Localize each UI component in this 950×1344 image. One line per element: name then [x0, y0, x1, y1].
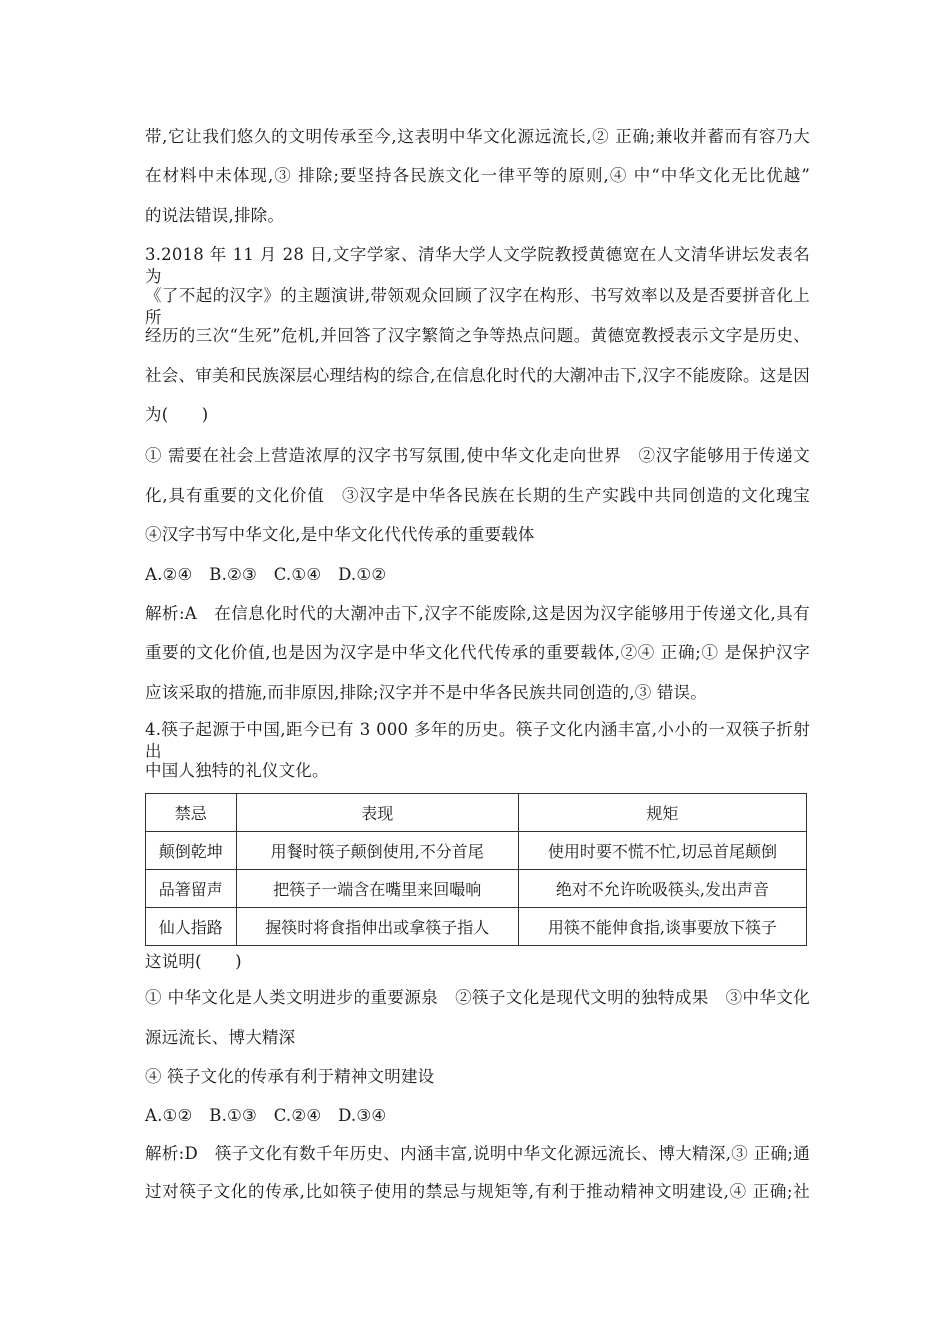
- text-line: ④ 筷子文化的传承有利于精神文明建设: [145, 1067, 435, 1086]
- text-line: 化,具有重要的文化价值 ③汉字是中华各民族在长期的生产实践中共同创造的文化瑰宝: [145, 486, 810, 505]
- text-line: 经历的三次“生死”危机,并回答了汉字繁简之争等热点问题。黄德宽教授表示文字是历史、: [145, 326, 810, 345]
- text-line: 社会、审美和民族深层心理结构的综合,在信息化时代的大潮冲击下,汉字不能废除。这是因: [145, 366, 810, 385]
- table-cell: 品箸留声: [146, 870, 237, 908]
- text-line: 解析:D 筷子文化有数千年历史、内涵丰富,说明中华文化源远流长、博大精深,③ 正确;通: [145, 1144, 810, 1163]
- text-line: 源远流长、博大精深: [145, 1028, 296, 1047]
- table-cell: 用餐时筷子颠倒使用,不分首尾: [236, 832, 518, 870]
- text-line: 过对筷子文化的传承,比如筷子使用的禁忌与规矩等,有利于推动精神文明建设,④ 正确;社: [145, 1182, 810, 1201]
- table-header-cell: 规矩: [518, 794, 806, 832]
- text-line: 为( ): [145, 405, 209, 424]
- text-line: 应该采取的措施,而非原因,排除;汉字并不是中华各民族共同创造的,③ 错误。: [145, 683, 707, 702]
- text-line: 中国人独特的礼仪文化。: [145, 761, 329, 780]
- table-cell: 用筷不能伸食指,谈事要放下筷子: [518, 908, 806, 946]
- table-header-cell: 表现: [236, 794, 518, 832]
- text-line: 重要的文化价值,也是因为汉字是中华文化代代传承的重要载体,②④ 正确;① 是保护汉字: [145, 643, 810, 662]
- table-row: [146, 870, 807, 908]
- text-line: ① 中华文化是人类文明进步的重要源泉 ②筷子文化是现代文明的独特成果 ③中华文化: [145, 988, 810, 1007]
- text-line: A.①② B.①③ C.②④ D.③④: [145, 1106, 387, 1125]
- text-line: 4.筷子起源于中国,距今已有 3 000 多年的历史。筷子文化内涵丰富,小小的一双筷子折射出: [145, 720, 810, 761]
- table-cell: 使用时要不慌不忙,切忌首尾颠倒: [518, 832, 806, 870]
- table-header-row: [146, 794, 807, 832]
- table-cell: 握筷时将食指伸出或拿筷子指人: [236, 908, 518, 946]
- text-line: 这说明( ): [145, 952, 242, 971]
- table-row: [146, 832, 807, 870]
- table-row: [146, 908, 807, 946]
- table-cell: 把筷子一端含在嘴里来回嘬响: [236, 870, 518, 908]
- table-cell: 颠倒乾坤: [146, 832, 237, 870]
- text-line: ① 需要在社会上营造浓厚的汉字书写氛围,使中华文化走向世界 ②汉字能够用于传递文: [145, 446, 810, 465]
- text-line: 的说法错误,排除。: [145, 206, 285, 225]
- text-line: 《了不起的汉字》的主题演讲,带领观众回顾了汉字在构形、书写效率以及是否要拼音化上所: [145, 286, 810, 327]
- chopstick-etiquette-table: [145, 793, 807, 946]
- table-cell: 仙人指路: [146, 908, 237, 946]
- text-line: 解析:A 在信息化时代的大潮冲击下,汉字不能废除,这是因为汉字能够用于传递文化,具有: [145, 604, 810, 623]
- text-line: ④汉字书写中华文化,是中华文化代代传承的重要载体: [145, 525, 535, 544]
- table-header-cell: 禁忌: [146, 794, 237, 832]
- text-line: 在材料中未体现,③ 排除;要坚持各民族文化一律平等的原则,④ 中“中华文化无比优越”: [145, 166, 810, 185]
- text-line: A.②④ B.②③ C.①④ D.①②: [145, 565, 387, 584]
- text-line: 带,它让我们悠久的文明传承至今,这表明中华文化源远流长,② 正确;兼收并蓄而有容乃大: [145, 127, 810, 146]
- text-line: 3.2018 年 11 月 28 日,文字学家、清华大学人文学院教授黄德宽在人文清华讲坛发表名为: [145, 245, 810, 286]
- table-cell: 绝对不允许吮吸筷头,发出声音: [518, 870, 806, 908]
